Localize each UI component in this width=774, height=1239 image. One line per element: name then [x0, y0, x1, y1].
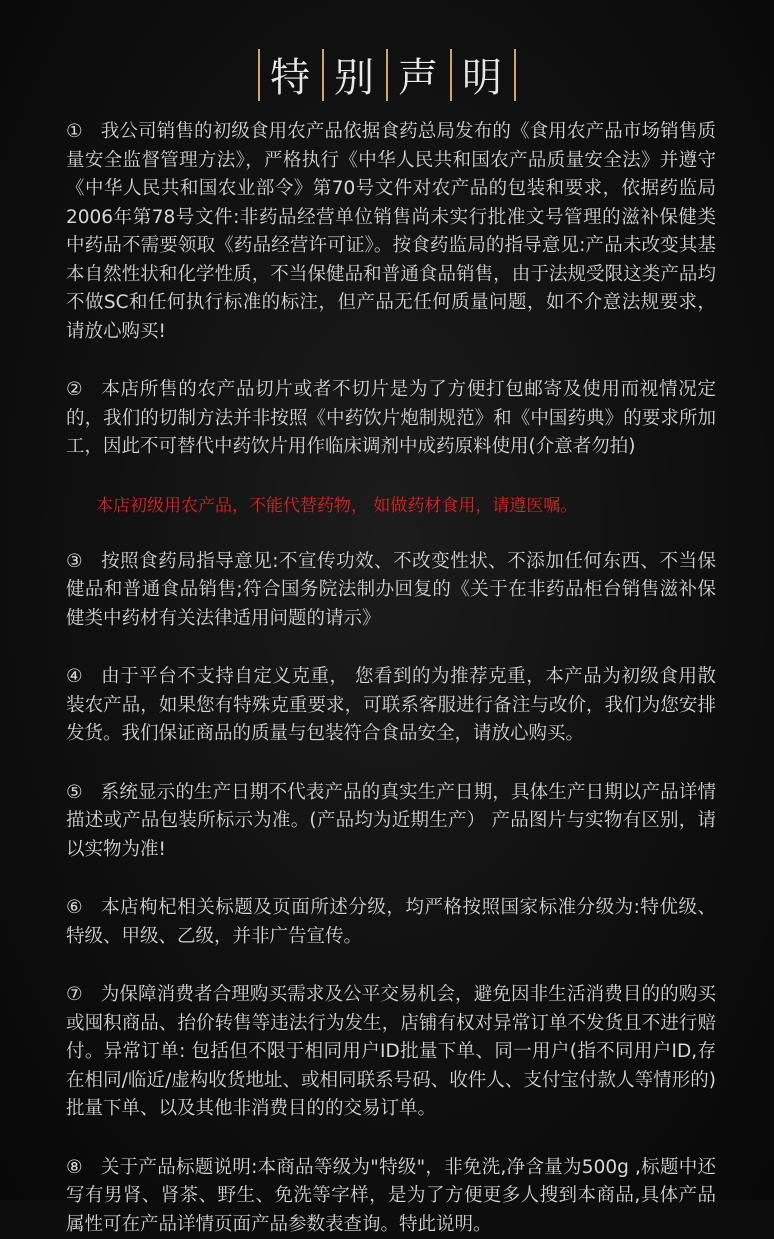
section-text: 我公司销售的初级食用农产品依据食药总局发布的《食用农产品市场销售质量安全监督管理方法》，严格执行《中华人民共和国农产品质量安全法》并遵守《中华人民共和国农业部令》第70号文件对农产品的包装和要求，依据药监局2006年第78号文件:非药品经营单位销售尚未实行批准文号管理的滋补保健类中药品不需要领取《药品经营许可证》。按食药监局的指导意见:产品未改变其基本自然性状和化学性质，不当保健品和普通食品销售，由于法规受限这类产品均不做SC和任何执行标准的标注，但产品无任何质量问题，如不介意法规要求，请放心购买! [66, 121, 716, 342]
statement-section-8 [66, 1154, 716, 1239]
title-char: 明 [460, 46, 506, 103]
title-char: 声 [396, 46, 442, 103]
section-text: 系统显示的生产日期不代表产品的真实生产日期，具体生产日期以产品详情描述或产品包装所标示为准。(产品均为近期生产） 产品图片与实物有区别，请以实物为准! [66, 782, 716, 860]
statement-section-2 [66, 376, 716, 462]
section-number: ⑧ [66, 1157, 83, 1178]
title-divider [386, 49, 388, 101]
section-number: ⑤ [66, 782, 83, 803]
section-text: 本店枸杞相关标题及页面所述分级，均严格按照国家标准分级为:特优级、特级、甲级、乙级，并非广告宣传。 [66, 897, 716, 947]
statement-body [66, 118, 716, 1239]
section-number: ⑦ [66, 984, 83, 1005]
section-number: ② [66, 379, 83, 400]
statement-section-5 [66, 779, 716, 865]
statement-section-4 [66, 663, 716, 749]
section-text: 关于产品标题说明:本商品等级为"特级"，非免洗,净含量为500g ,标题中还写有男肾、肾茶、野生、免洗等字样，是为了方便更多人搜到本商品,具体产品属性可在产品详情页面产品参数表查询。特此说明。 [66, 1157, 716, 1235]
section-number: ④ [66, 666, 83, 687]
section-text: 本店所售的农产品切片或者不切片是为了方便打包邮寄及使用而视情况定的，我们的切制方法并非按照《中药饮片炮制规范》和《中国药典》的要求所加工，因此不可替代中药饮片用作临床调剂中成药原料使用(介意者勿拍) [66, 379, 716, 457]
section-number: ⑥ [66, 897, 83, 918]
title-divider [258, 49, 260, 101]
section-text: 为保障消费者合理购买需求及公平交易机会，避免因非生活消费目的的购买或囤积商品、抬价转售等违法行为发生，店铺有权对异常订单不发货且不进行赔付。异常订单: 包括但不限于相同用户ID批量下单、同一用户(指不同用户ID,存在相同/临近/虚构收货地址、或相同联系号码、收件人、支付宝付款人等情形的)批量下单、以及其他非消费目的的交易订单。 [66, 984, 716, 1119]
title-divider [514, 49, 516, 101]
warning-notice: 本店初级用农产品，不能代替药物， 如做药材食用，请遵医嘱。 [66, 492, 716, 520]
statement-section-6 [66, 894, 716, 951]
statement-section-3 [66, 548, 716, 634]
title-char: 别 [332, 46, 378, 103]
section-number: ③ [66, 551, 83, 572]
statement-section-1 [66, 118, 716, 346]
title-block [0, 46, 774, 105]
page-title [250, 46, 524, 103]
statement-section-7 [66, 981, 716, 1124]
title-char: 特 [268, 46, 314, 103]
section-number: ① [66, 121, 83, 142]
section-text: 按照食药局指导意见:不宣传功效、不改变性状、不添加任何东西、不当保健品和普通食品销售;符合国务院法制办回复的《关于在非药品柜台销售滋补保健类中药材有关法律适用问题的请示》 [66, 551, 716, 629]
section-text: 由于平台不支持自定义克重， 您看到的为推荐克重，本产品为初级食用散装农产品，如果您有特殊克重要求，可联系客服进行备注与改价，我们为您安排发货。我们保证商品的质量与包装符合食品安全，请放心购买。 [66, 666, 716, 744]
title-divider [450, 49, 452, 101]
title-divider [322, 49, 324, 101]
